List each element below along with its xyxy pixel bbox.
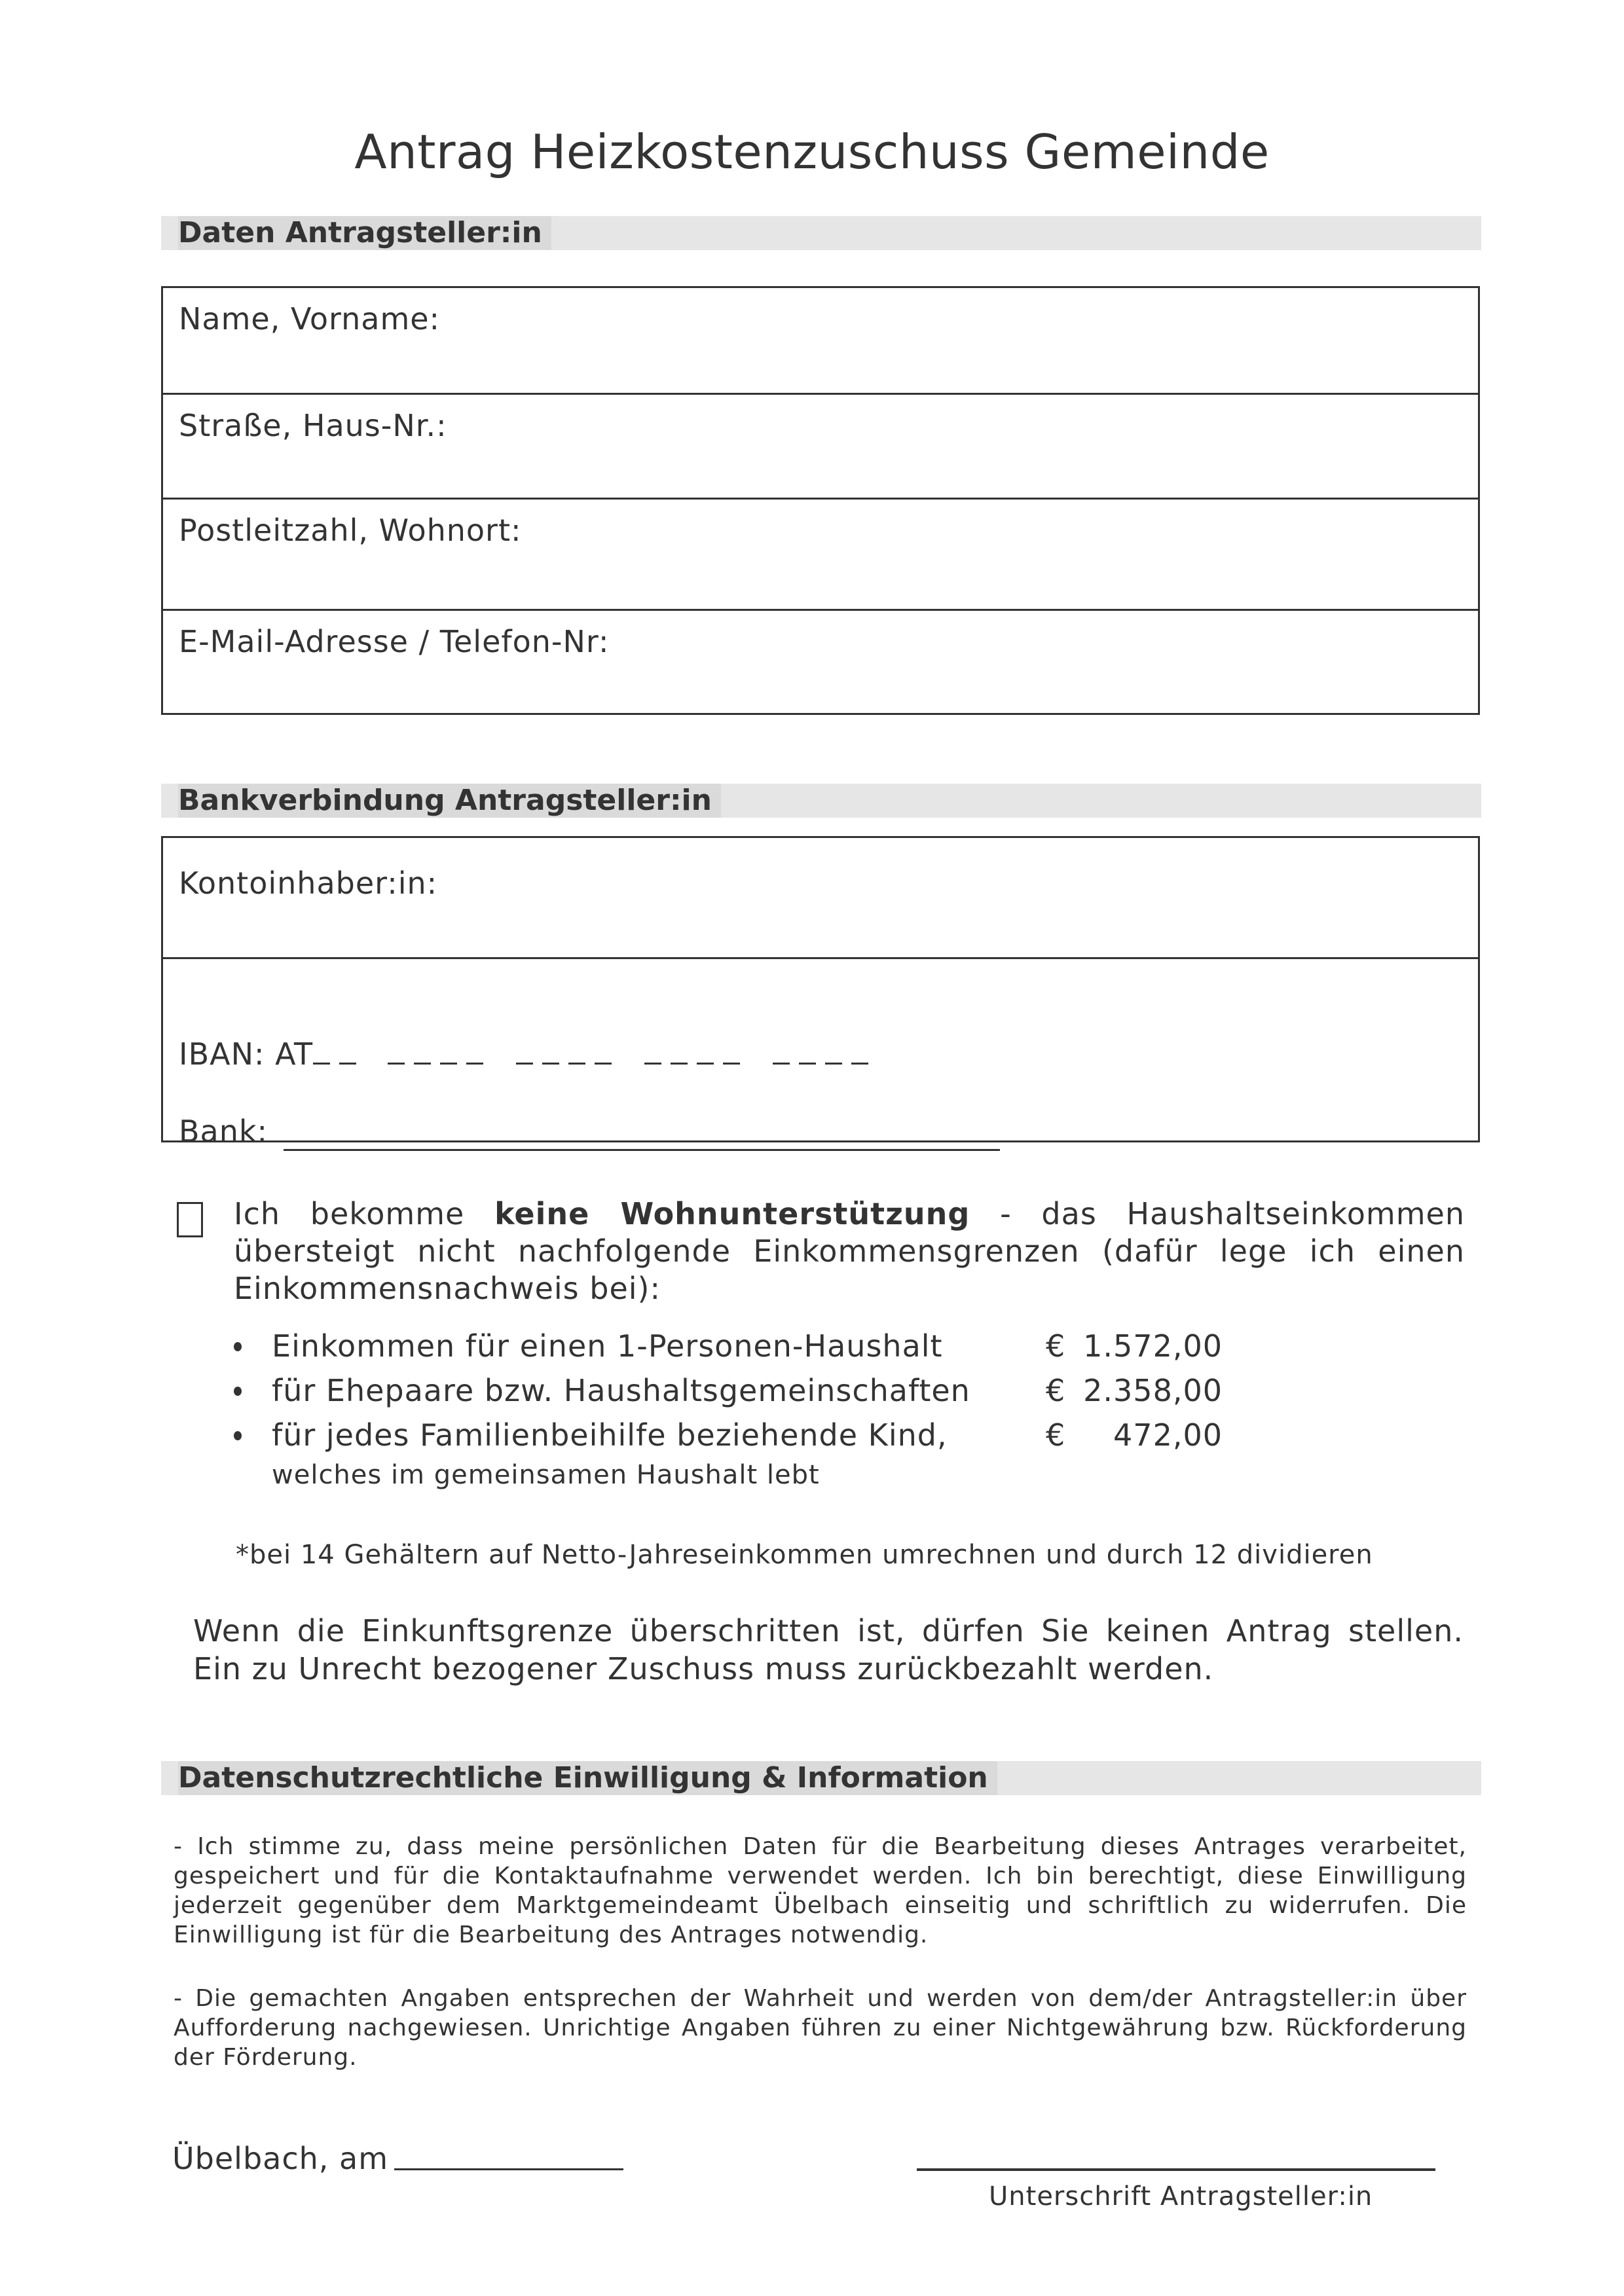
page-title: Antrag Heizkostenzuschuss Gemeinde <box>354 124 1270 179</box>
place-date-label: Übelbach, am <box>172 2141 389 2176</box>
bullet-icon <box>234 1431 242 1440</box>
field-label: Postleitzahl, Wohnort: <box>179 513 522 548</box>
field-iban[interactable] <box>179 1036 870 1072</box>
bank-details-row <box>163 959 1478 1149</box>
iban-blank <box>644 1063 741 1065</box>
list-item: für Ehepaare bzw. Haushaltsgemeinschaften € 2.358,00 <box>234 1368 1255 1413</box>
iban-label: IBAN: AT <box>179 1036 314 1072</box>
iban-blank <box>773 1063 870 1065</box>
warning-text: Wenn die Einkunftsgrenze überschritten ist, dürfen Sie keinen Antrag stellen. Ein zu Unrecht bezogener Zuschuss muss zurückbezahlt werden. <box>193 1613 1464 1686</box>
bullet-icon <box>234 1342 242 1351</box>
field-bank[interactable] <box>179 1114 1000 1151</box>
field-label: Kontoinhaber:in: <box>179 866 438 901</box>
iban-blank <box>388 1063 485 1065</box>
bank-input-line[interactable] <box>284 1114 1000 1151</box>
bullet-icon <box>234 1387 242 1396</box>
section-header-privacy <box>161 1761 1481 1795</box>
list-item: für jedes Familienbeihilfe beziehende Kind, € 472,00 <box>234 1413 1255 1457</box>
iban-blank <box>313 1063 356 1065</box>
truthfulness-paragraph: - Die gemachten Angaben entsprechen der Wahrheit und werden von dem/der Antragsteller:in über Aufforderung nachgewiesen. Unrichtige Angaben führen zu einer Nichtgewährung bzw. Rückforderung der Förderung. <box>174 1985 1467 2071</box>
field-label: E-Mail-Adresse / Telefon-Nr: <box>179 624 610 659</box>
section-header-bank <box>161 784 1481 818</box>
field-account-holder[interactable] <box>163 838 1478 959</box>
section-heading: Daten Antragsteller:in <box>178 216 551 250</box>
child-note: welches im gemeinsamen Haushalt lebt <box>272 1460 820 1490</box>
field-label: Name, Vorname: <box>179 301 441 337</box>
date-input-line[interactable] <box>394 2168 623 2170</box>
list-item: Einkommen für einen 1-Personen-Haushalt € 1.572,00 <box>234 1324 1255 1368</box>
field-street[interactable] <box>163 395 1478 500</box>
applicant-data-box <box>161 286 1480 715</box>
declaration-emphasis: keine Wohnunterstützung <box>494 1196 970 1231</box>
iban-blank <box>516 1063 613 1065</box>
declaration-text: Ich bekomme keine Wohnunterstützung - das Haushaltseinkommen übersteigt nicht nachfolgende Einkommensgrenzen (dafür lege ich einen Einkommensnachweis bei): <box>234 1196 1465 1306</box>
footnote: *bei 14 Gehältern auf Netto-Jahreseinkommen umrechnen und durch 12 dividieren <box>236 1540 1373 1570</box>
section-heading: Bankverbindung Antragsteller:in <box>178 784 721 818</box>
field-postcode-city[interactable] <box>163 500 1478 611</box>
section-heading: Datenschutzrechtliche Einwilligung & Information <box>178 1761 997 1795</box>
privacy-consent-paragraph: - Ich stimme zu, dass meine persönlichen Daten für die Bearbeitung dieses Antrages verarbeitet, gespeichert und für die Kontaktaufnahme verwendet werden. Ich bin berechtigt, diese Einwilligung jederzeit gegenüber dem Marktgemeindeamt Übelbach einseitig und schriftlich zu widerrufen. Die Einwilligung ist für die Bearbeitung des Antrages notwendig. <box>174 1833 1467 1948</box>
field-label: Straße, Haus-Nr.: <box>179 408 447 443</box>
signature-line[interactable] <box>917 2168 1435 2171</box>
field-email-phone[interactable] <box>163 611 1478 713</box>
bank-data-box <box>161 836 1480 1149</box>
no-housing-support-checkbox[interactable] <box>177 1202 203 1237</box>
bank-label: Bank: <box>179 1114 268 1149</box>
field-name[interactable] <box>163 288 1478 395</box>
section-header-applicant <box>161 216 1481 250</box>
signature-caption: Unterschrift Antragsteller:in <box>989 2181 1373 2212</box>
income-limits-list <box>234 1324 1255 1490</box>
